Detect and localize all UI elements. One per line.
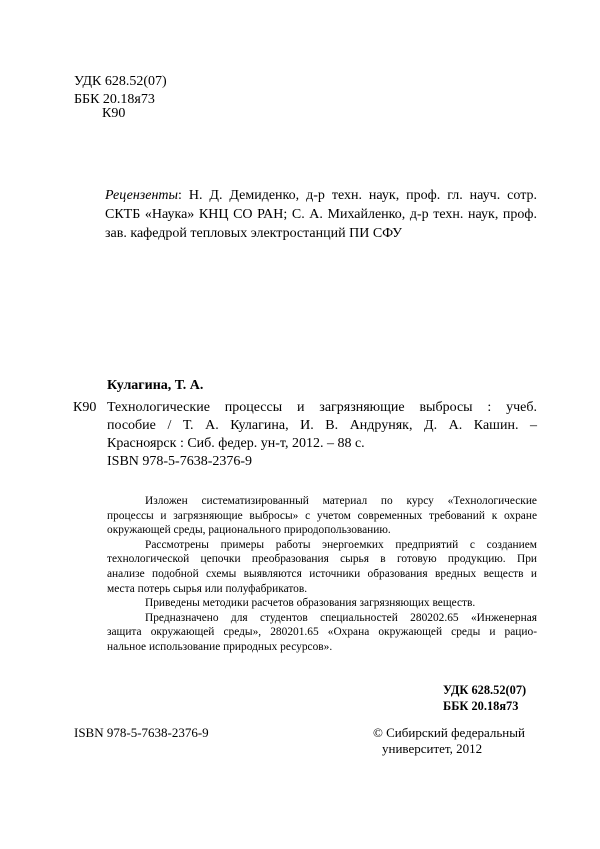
author-sign-top: К90 [102, 106, 126, 121]
abstract-line: Предназначено для студентов специальностей 280202.65 «Инженерная [145, 611, 537, 624]
abstract-line: защита окружающей среды», 280201.65 «Охрана окружающей среды и рацио- [107, 626, 537, 639]
reviewers-line-1-text: : Н. Д. Демиденко, д-р техн. наук, проф. гл. науч. сотр. [177, 188, 537, 203]
udk-code: УДК 628.52(07) [74, 74, 167, 89]
biblio-line-3: Красноярск : Сиб. федер. ун-т, 2012. – 88 с. [107, 436, 365, 451]
reviewers-block [105, 186, 537, 243]
author-heading: Кулагина, Т. А. [107, 378, 204, 393]
isbn-bottom: ISBN 978-5-7638-2376-9 [74, 725, 209, 740]
abstract-line: Изложен систематизированный материал по курсу «Технологические [145, 495, 537, 507]
reviewers-line-2: СКТБ «Наука» КНЦ СО РАН; С. А. Михайленко, д-р техн. наук, проф. [105, 207, 537, 222]
author-sign-biblio: К90 [73, 400, 97, 415]
biblio-line-2: пособие / Т. А. Кулагина, И. В. Андруняк, Д. А. Кашин. – [107, 418, 537, 433]
reviewers-line-1 [105, 186, 537, 205]
abstract-line: нальное использование природных ресурсов». [107, 640, 333, 653]
reviewers-line-3: зав. кафедрой тепловых электростанций ПИ СФУ [105, 226, 403, 241]
abstract-line: анализе подобной схемы выявляются источники образования вредных веществ и [107, 567, 537, 580]
abstract-line: технологической цепочки преобразования сырья в готовую продукцию. При [107, 553, 537, 566]
abstract-line: окружающей среды, рационального природопользованию. [107, 524, 391, 537]
abstract-line: Приведены методики расчетов образования загрязняющих веществ. [145, 597, 476, 610]
bibliographic-record [107, 399, 537, 471]
abstract-line: места потерь сырья или полуфабрикатов. [107, 582, 308, 595]
abstract-line: процессы и загрязняющие выбросы» с учетом современных требований к охране [107, 509, 537, 522]
reviewers-label: Рецензенты [105, 188, 178, 203]
classification-codes [74, 73, 167, 109]
abstract-line: Рассмотрены примеры работы энергоемких предприятий с созданием [145, 538, 537, 551]
copyright-line-2: университет, 2012 [382, 741, 483, 756]
bbk-code-bottom: ББК 20.18я73 [443, 699, 519, 713]
udk-code-bottom: УДК 628.52(07) [443, 683, 527, 697]
copyright [373, 725, 525, 757]
copyright-line-1: © Сибирский федеральный [373, 725, 525, 740]
abstract [107, 494, 537, 655]
biblio-isbn: ISBN 978-5-7638-2376-9 [107, 454, 253, 469]
biblio-line-1: Технологические процессы и загрязняющие выбросы : учеб. [107, 400, 537, 415]
classification-codes-bottom [443, 683, 526, 715]
bbk-code: ББК 20.18я73 [74, 92, 155, 107]
